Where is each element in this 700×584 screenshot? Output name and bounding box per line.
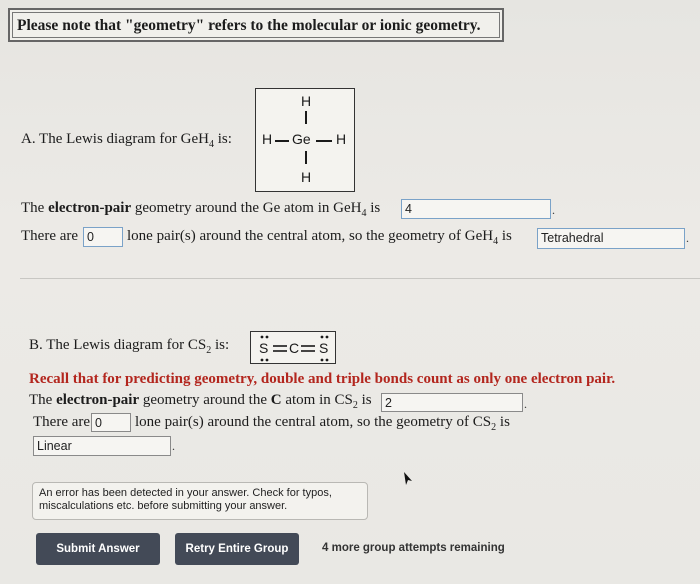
part-b-epg-line: The electron-pair geometry around the C atom in $CS_2$ is	[29, 392, 372, 411]
atom-s-right: S	[319, 340, 329, 356]
atom-h-left: H	[262, 131, 273, 147]
atom-ge: Ge	[292, 131, 311, 147]
bond-left	[275, 140, 289, 142]
atom-s-left: S	[259, 340, 269, 356]
error-message-box	[32, 482, 368, 520]
part-a-lp-pre: There are	[21, 228, 79, 244]
section-divider	[20, 278, 700, 279]
part-a-geometry-select[interactable]: Tetrahedral	[537, 228, 685, 249]
mouse-pointer-icon	[400, 470, 414, 486]
part-b-epg-input[interactable]: 2	[381, 393, 523, 412]
bond-right	[316, 140, 332, 142]
bond-top	[305, 111, 307, 124]
part-b-lewis-label: B. The Lewis diagram for $CS_2$ is:	[29, 337, 230, 356]
part-a-epg-line: The electron-pair geometry around the Ge atom in GeH$_4$ is	[21, 200, 381, 219]
recall-note: Recall that for predicting geometry, double and triple bonds count as only one electron pair.	[29, 371, 616, 387]
part-b-geometry-select[interactable]: Linear	[33, 436, 171, 456]
submit-answer-button[interactable]: Submit Answer	[36, 533, 160, 565]
part-b-lp-line: lone pair(s) around the central atom, so the geometry of $CS_2$ is	[135, 414, 510, 433]
atom-c: C	[289, 340, 300, 356]
geh4-lewis-diagram	[255, 88, 355, 192]
retry-entire-group-button[interactable]: Retry Entire Group	[175, 533, 299, 565]
attempts-remaining: 4 more group attempts remaining	[322, 542, 505, 554]
part-b-lone-pairs-input[interactable]: 0	[91, 413, 131, 432]
atom-h-bottom: H	[301, 169, 312, 185]
part-b-lp-pre: There are	[33, 414, 91, 430]
part-a-lone-pairs-input[interactable]: 0	[83, 227, 123, 247]
error-message: An error has been detected in your answer. Check for typos, miscalculations etc. before submitting your answer.	[39, 487, 332, 512]
part-a-lp-line: lone pair(s) around the central atom, so the geometry of GeH$_4$ is	[127, 228, 512, 247]
part-a-epg-input[interactable]: 4	[401, 199, 551, 219]
part-a-lewis-label: A. The Lewis diagram for GeH$_4$ is:	[21, 131, 232, 150]
atom-h-top: H	[301, 93, 312, 109]
notice-banner	[8, 8, 504, 42]
bond-bottom	[305, 151, 307, 164]
notice-text: Please note that "geometry" refers to the molecular or ionic geometry.	[12, 12, 500, 38]
cs2-lewis-diagram	[250, 331, 336, 364]
atom-h-right: H	[336, 131, 347, 147]
